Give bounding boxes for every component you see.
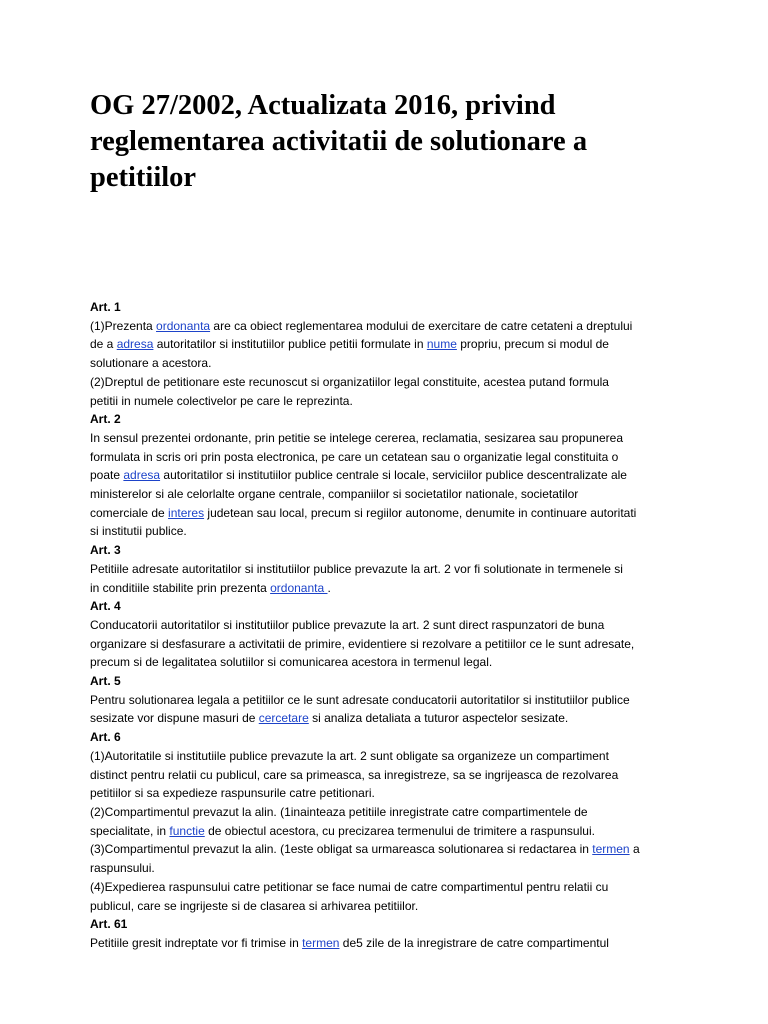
article-paragraph [90, 429, 658, 541]
title-line: reglementarea activitatii de solutionare a [90, 126, 588, 157]
text-segment: formulata in scris ori prin posta electronica, pe care un cetatean sau o organizatie legal constituita o [90, 449, 619, 464]
article-heading: Art. 5 [90, 674, 121, 689]
text-segment: (2)Compartimentul prevazut la alin. (1inainteaza petitiile inregistrate catre compartimentele de [90, 804, 588, 819]
paragraph-line [90, 878, 658, 897]
keyword-link[interactable]: ordonanta [156, 318, 211, 333]
text-segment: specialitate, in [90, 823, 170, 838]
text-segment: propriu, precum si modul de [456, 337, 609, 352]
paragraph-line [90, 691, 658, 710]
text-segment: de obiectul acestora, cu precizarea termenului de trimitere a raspunsului. [204, 823, 595, 838]
text-segment: in conditiile stabilite prin prezenta [90, 580, 271, 595]
title-line: OG 27/2002, Actualizata 2016, privind [90, 90, 556, 121]
article-paragraph [90, 878, 658, 915]
paragraph-line [90, 504, 658, 523]
text-segment: si institutii publice. [90, 524, 187, 539]
keyword-link[interactable]: functie [169, 823, 205, 838]
article-heading: Art. 2 [90, 412, 121, 427]
text-segment: solutionare a acestora. [90, 356, 212, 371]
document-title [90, 88, 658, 196]
keyword-link[interactable]: nume [426, 337, 457, 352]
article-paragraph [90, 747, 658, 803]
article-paragraph [90, 934, 658, 953]
paragraph-line [90, 485, 658, 504]
paragraph-line [90, 373, 658, 392]
keyword-link[interactable]: cercetare [258, 711, 309, 726]
text-segment: publicul, care se ingrijeste si de clasarea si arhivarea petitiilor. [90, 898, 419, 913]
text-segment: de5 zile de la inregistrare de catre compartimentul [339, 935, 609, 950]
article-heading: Art. 3 [90, 543, 121, 558]
title-line: petitiilor [90, 162, 197, 193]
article-paragraph [90, 373, 658, 410]
text-segment: In sensul prezentei ordonante, prin petitie se intelege cererea, reclamatia, sesizarea sau propunerea [90, 430, 623, 445]
paragraph-line [90, 747, 658, 766]
paragraph-line [90, 822, 658, 841]
keyword-link[interactable]: interes [168, 505, 205, 520]
article-heading: Art. 61 [90, 917, 128, 932]
paragraph-line [90, 354, 658, 373]
text-segment: (3)Compartimentul prevazut la alin. (1este obligat sa urmareasca solutionarea si redactarea in [90, 842, 593, 857]
paragraph-line [90, 859, 658, 878]
article-heading: Art. 1 [90, 300, 121, 314]
text-segment: Petitiile adresate autoritatilor si institutiilor publice prevazute la art. 2 vor fi solutionate in termenele si [90, 561, 623, 576]
article-heading: Art. 6 [90, 730, 121, 745]
paragraph-line [90, 317, 658, 336]
text-segment: petitiilor si sa expedieze raspunsurile catre petitionari. [90, 786, 375, 801]
paragraph-line [90, 448, 658, 467]
text-segment: raspunsului. [90, 861, 155, 876]
keyword-link[interactable]: adresa [116, 337, 154, 352]
text-segment: de a [90, 337, 117, 352]
text-segment: sesizate vor dispune masuri de [90, 711, 259, 726]
text-segment: organizare si desfasurare a activitatii de primire, evidentiere si rezolvare a petitiilor ce le sunt adresate, [90, 636, 635, 651]
paragraph-line [90, 466, 658, 485]
text-segment: Pentru solutionarea legala a petitiilor ce le sunt adresate conducatorii autoritatilor si institutiilor publice [90, 692, 630, 707]
paragraph-line [90, 709, 658, 728]
text-segment: distinct pentru relatii cu publicul, care sa primeasca, sa inregistreze, sa se ingrijeasca de rezolvarea [90, 767, 619, 782]
paragraph-line [90, 560, 658, 579]
text-segment: comerciale de [90, 505, 169, 520]
text-segment: poate [90, 468, 124, 483]
text-segment: (1)Prezenta [90, 318, 157, 333]
paragraph-line [90, 616, 658, 635]
paragraph-line [90, 766, 658, 785]
paragraph-line [90, 897, 658, 916]
paragraph-line [90, 840, 658, 859]
paragraph-line [90, 335, 658, 354]
article-heading: Art. 4 [90, 599, 121, 614]
article-paragraph [90, 691, 658, 728]
text-segment: autoritatilor si institutiilor publice petitii formulate in [153, 337, 427, 352]
paragraph-line [90, 784, 658, 803]
paragraph-line [90, 653, 658, 672]
document-body [90, 298, 658, 953]
paragraph-line [90, 635, 658, 654]
keyword-link[interactable]: termen [302, 935, 340, 950]
paragraph-line [90, 522, 658, 541]
text-segment: are ca obiect reglementarea modului de exercitare de catre cetateni a dreptului [210, 318, 633, 333]
text-segment: (2)Dreptul de petitionare este recunoscut si organizatiilor legal constituite, acestea putand formula [90, 374, 609, 389]
article-paragraph [90, 317, 658, 373]
paragraph-line [90, 934, 658, 953]
text-segment: precum si de legalitatea solutiilor si comunicarea acestora in termenul legal. [90, 655, 493, 670]
text-segment: petitii in numele colectivelor pe care le reprezinta. [90, 393, 353, 408]
text-segment: a [629, 842, 640, 857]
text-segment: . [327, 580, 331, 595]
text-segment: ministerelor si ale celorlalte organe centrale, companiilor si societatilor nationale, societatilor [90, 487, 579, 502]
keyword-link[interactable]: termen [592, 842, 630, 857]
text-segment: autoritatilor si institutiilor publice centrale si locale, serviciilor publice descentralizate ale [160, 468, 627, 483]
text-segment: Conducatorii autoritatilor si institutiilor publice prevazute la art. 2 sunt direct raspunzatori de buna [90, 617, 605, 632]
paragraph-line [90, 392, 658, 411]
article-paragraph [90, 803, 658, 840]
text-segment: Petitiile gresit indreptate vor fi trimise in [90, 935, 303, 950]
paragraph-line [90, 579, 658, 598]
article-paragraph [90, 840, 658, 877]
keyword-link[interactable]: ordonanta [270, 580, 328, 595]
text-segment: si analiza detaliata a tuturor aspectelor sesizate. [308, 711, 569, 726]
keyword-link[interactable]: adresa [123, 468, 161, 483]
paragraph-line [90, 803, 658, 822]
article-paragraph [90, 616, 658, 672]
text-segment: (4)Expedierea raspunsului catre petitionar se face numai de catre compartimentul pentru relatii cu [90, 879, 609, 894]
text-segment: judetean sau local, precum si regiilor autonome, denumite in continuare autoritati [204, 505, 637, 520]
text-segment: (1)Autoritatile si institutiile publice prevazute la art. 2 sunt obligate sa organizeze un compartiment [90, 748, 609, 763]
paragraph-line [90, 429, 658, 448]
article-paragraph [90, 560, 658, 597]
